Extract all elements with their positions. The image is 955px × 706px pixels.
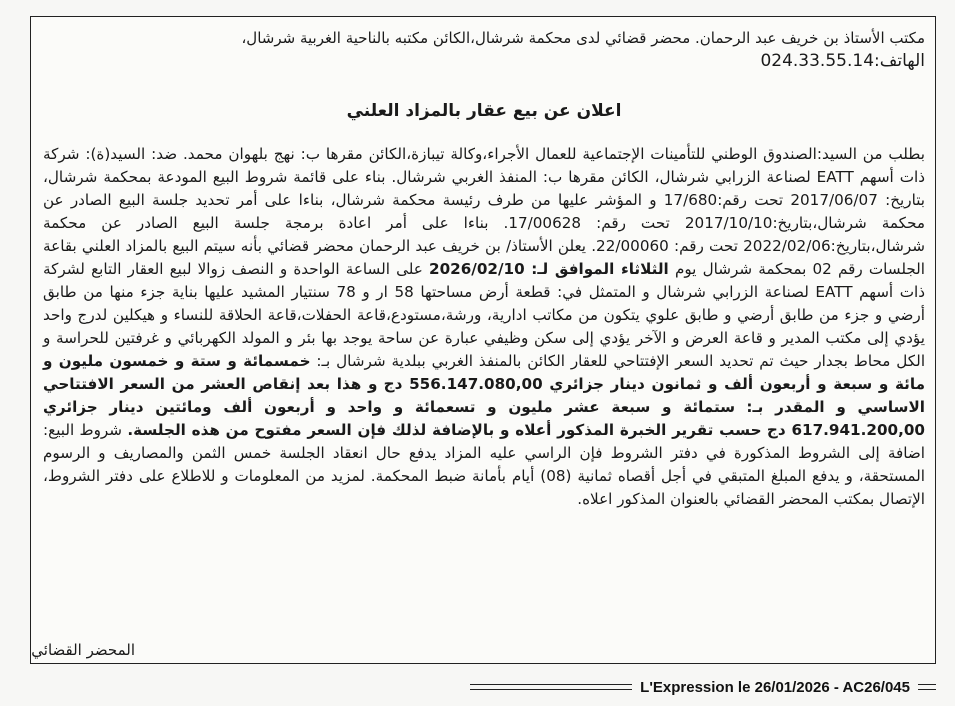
property-description: على الساعة الواحدة و النصف زوالا لبيع العقار التابع لشركة ذات أسهم EATT لصناعة الزرابي شرشال و المتمثل في: قطعة أرض مساحتها 58 ار و 78 سنتيار المشيد عليها بناية جزء منها من طابق أرضي و جزء من طابق أرضي و طابق علوي يتكون من مكاتب ادارية، ورشة،مستودع،قاعة الحفلات،قاعة الحلاقة للنساء و هيكلين لدرج واحد يؤدي إلى مكتب المدير و قاعة العرض و الآخر يؤدي إلى سكن وظيفي عبارة عن ساحة يوجد بها بئر و المولد الكهربائي و غرفتين للحراسة و الكل محاط بجدار xyxy=(43,260,926,370)
office-phone: الهاتف:024.33.55.14 xyxy=(760,51,925,71)
office-header: مكتب الأستاذ بن خريف عبد الرحمان. محضر قضائي لدى محكمة شرشال،الكائن مكتبه بالناحية الغربية شرشال، xyxy=(241,29,925,47)
signature-line: المحضر القضائي xyxy=(31,641,135,659)
announcement-title: اعلان عن بيع عقار بالمزاد العلني xyxy=(346,101,622,121)
publication-footer xyxy=(470,676,936,698)
publication-reference: L'Expression le 26/01/2026 - AC26/045 xyxy=(640,678,910,696)
price-note: حسب تقرير الخبرة المذكور أعلاه و بالإضافة لذلك فإن السعر مفتوح من هذه الجلسة. xyxy=(127,421,762,439)
announcement-body xyxy=(43,143,925,511)
announcement-content xyxy=(43,27,925,511)
parties-and-references: بطلب من السيد:الصندوق الوطني للتأمينات الإجتماعية للعمال الأجراء،وكالة تيبازة،الكائن مقرها ب: نهج بلهوان محمد. ضد: السيد(ة): شركة ذات أسهم EATT لصناعة الزرابي شرشال، الكائن مقرها ب: المنفذ الغربي شرشال. بناء على قائمة شروط البيع المودعة بمحكمة شرشال، بتاريخ: 2017/06/07 تحت رقم:17/680 و المؤشر عليها من طرف رئيسة محكمة شرشال، بناءا على أمر تحديد جلسة البيع الصادر عن محكمة شرشال،بتاريخ:2017/10/10 تحت رقم: 17/00628. بناءا على أمر اعادة برمجة جلسة البيع الصادر عن محكمة شرشال،بتاريخ:2022/02/06 تحت رقم: 22/00060. يعلن الأستاذ/ بن خريف عبد الرحمان محضر قضائي بأنه سيتم البيع بالمزاد العلني بقاعة الجلسات رقم 02 بمحكمة شرشال يوم xyxy=(43,145,926,278)
sale-date: الثلاثاء الموافق لـ: 2026/02/10 xyxy=(429,260,669,278)
sale-conditions: شروط البيع: اضافة إلى الشروط المذكورة في دفتر الشروط فإن الراسي عليه المزاد يدفع حال انعقاد الجلسة خمس الثمن والمصاريف و الرسوم المستحقة، و يدفع المبلغ المتبقي في أجل أقصاه ثمانية (08) أيام بأمانة ضبط المحكمة. لمزيد من المعلومات و للاطلاع على دفتر الشروط، الإتصال بمكتب المحضر القضائي بالعنوان المذكور اعلاه. xyxy=(43,421,925,508)
opening-price: خمسمائة و ستة و خمسون مليون و مائة و سبعة و أربعون ألف و ثمانون دينار جزائري 556.147.080,00 دج xyxy=(43,352,925,393)
base-price: ستمائة و سبعة عشر مليون و تسعمائة و واحد و أربعون ألف ومائتين دينار جزائري 617.941.200,00 دج xyxy=(43,398,926,439)
announcement-box xyxy=(30,16,936,664)
price-intro: حيث تم تحديد السعر الإفتتاحي للعقار الكائن بالمنفذ الغربي ببلدية شرشال بـ: xyxy=(316,352,809,370)
footer-rule-left xyxy=(470,684,632,690)
footer-rule-right xyxy=(918,684,936,690)
body-paragraph xyxy=(43,143,925,511)
price-connector: و هذا بعد إنقاص العشر من السعر الافتتاحي الاساسي و المقدر بـ: xyxy=(43,375,925,416)
